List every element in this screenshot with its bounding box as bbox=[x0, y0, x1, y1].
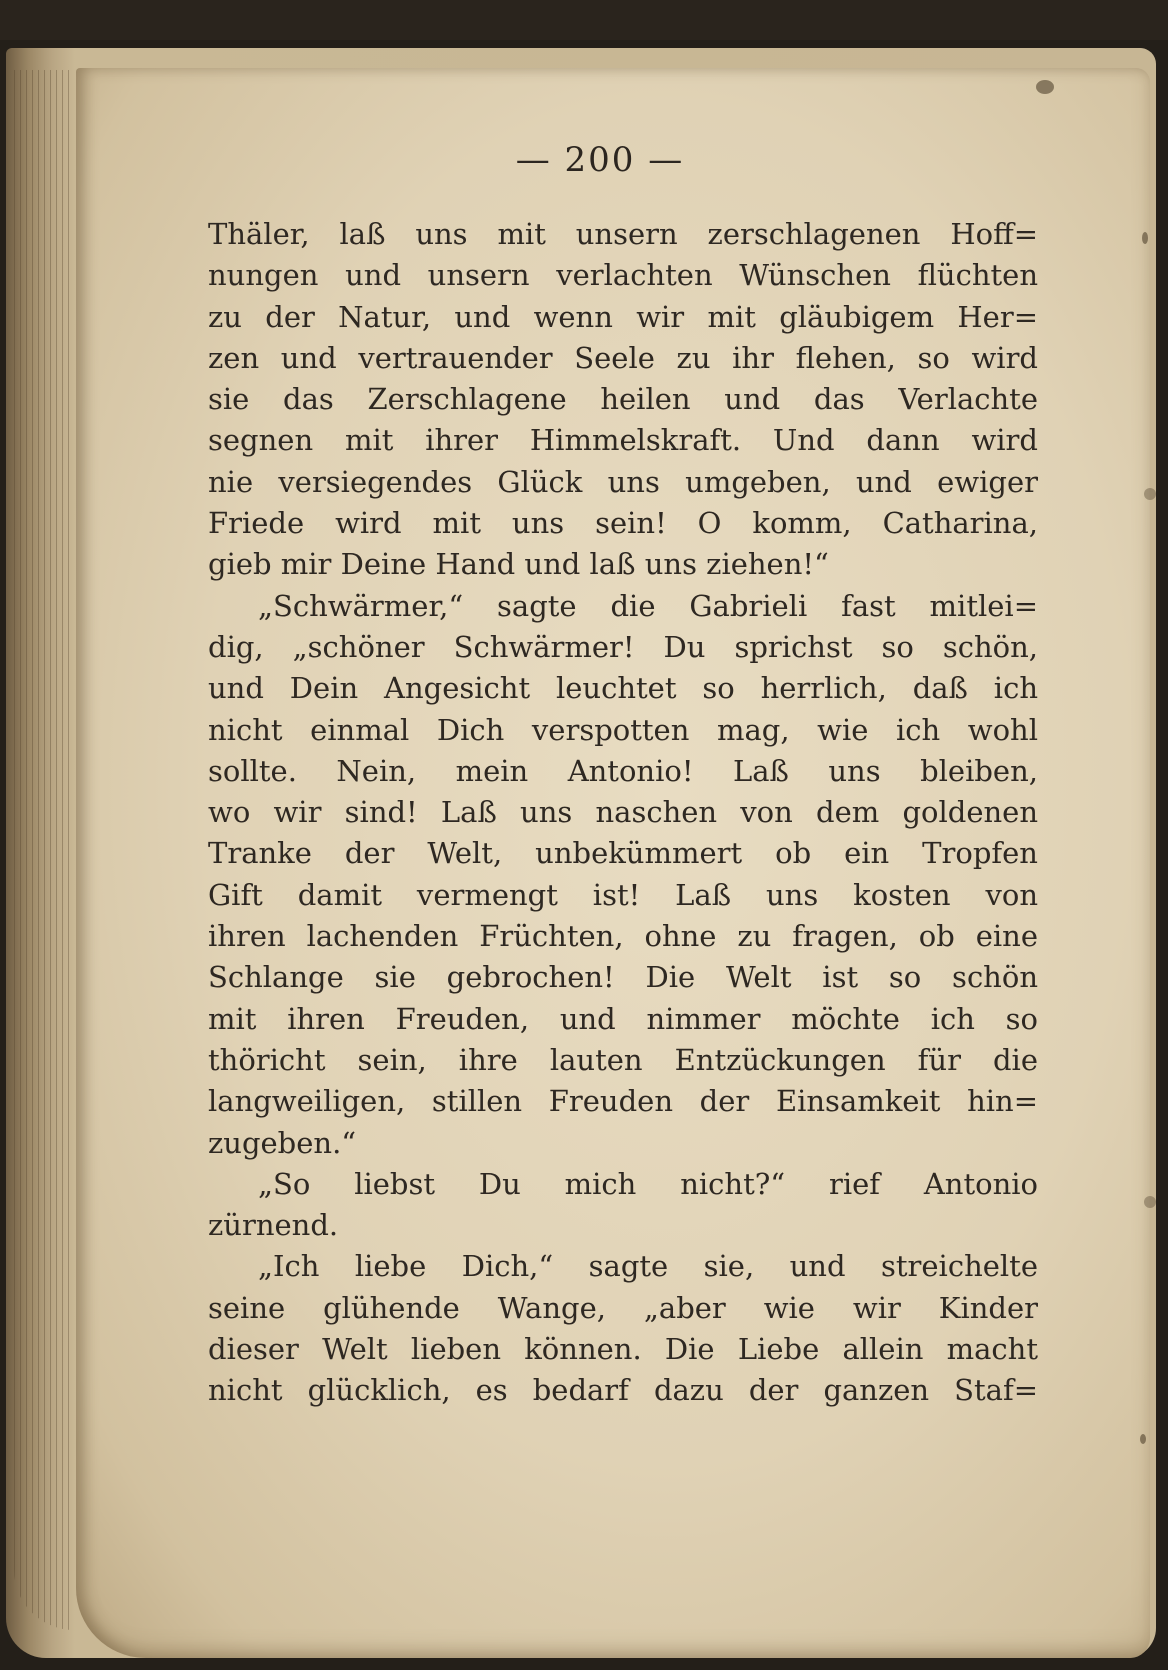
text-line: sie das Zerschlagene heilen und das Verlachte bbox=[208, 382, 1038, 417]
text-line: ihren lachenden Früchten, ohne zu fragen, ob eine bbox=[208, 919, 1038, 954]
text-line: Tranke der Welt, unbekümmert ob ein Tropfen bbox=[208, 836, 1038, 871]
text-line: „Ich liebe Dich,“ sagte sie, und streichelte bbox=[258, 1249, 1038, 1284]
text-line: wo wir sind! Laß uns naschen von dem goldenen bbox=[208, 795, 1038, 830]
text-line: zürnend. bbox=[208, 1208, 339, 1243]
text-line: nie versiegendes Glück uns umgeben, und ewiger bbox=[208, 464, 1038, 499]
text-line: gieb mir Deine Hand und laß uns ziehen!“ bbox=[208, 547, 829, 582]
text-line: langweiligen, stillen Freuden der Einsamkeit hin= bbox=[208, 1084, 1038, 1119]
text-line: dig, „schöner Schwärmer! Du sprichst so schön, bbox=[208, 629, 1038, 664]
text-line: Gift damit vermengt ist! Laß uns kosten von bbox=[208, 877, 1038, 912]
text-line: Schlange sie gebrochen! Die Welt ist so schön bbox=[208, 960, 1038, 995]
text-line: dieser Welt lieben können. Die Liebe allein macht bbox=[208, 1332, 1038, 1367]
page-edges bbox=[14, 70, 74, 1630]
text-line: nungen und unsern verlachten Wünschen flüchten bbox=[208, 258, 1038, 293]
text-line: thöricht sein, ihre lauten Entzückungen für die bbox=[208, 1042, 1038, 1077]
page-number: — 200 — bbox=[515, 140, 685, 180]
text-line: seine glühende Wange, „aber wie wir Kinder bbox=[208, 1290, 1038, 1325]
ink-spot bbox=[1036, 80, 1054, 94]
text-line: „Schwärmer,“ sagte die Gabrieli fast mitlei= bbox=[258, 588, 1038, 623]
ink-spot bbox=[1144, 1196, 1156, 1208]
text-line: Friede wird mit uns sein! O komm, Catharina, bbox=[208, 506, 1038, 541]
text-line: segnen mit ihrer Himmelskraft. Und dann wird bbox=[208, 423, 1038, 458]
text-line: zen und vertrauender Seele zu ihr flehen, so wird bbox=[208, 340, 1038, 375]
text-line: Thäler, laß uns mit unsern zerschlagenen Hoff= bbox=[208, 217, 1038, 251]
text-line: nicht glücklich, es bedarf dazu der ganzen Staf= bbox=[208, 1373, 1038, 1408]
ink-spot bbox=[1140, 1434, 1146, 1444]
text-line: und Dein Angesicht leuchtet so herrlich, daß ich bbox=[208, 671, 1038, 706]
ink-spot bbox=[1142, 232, 1148, 244]
text-line: mit ihren Freuden, und nimmer möchte ich so bbox=[208, 1001, 1038, 1036]
body-text bbox=[208, 214, 1038, 1412]
text-line: nicht einmal Dich verspotten mag, wie ich wohl bbox=[208, 712, 1038, 747]
text-line: „So liebst Du mich nicht?“ rief Antonio bbox=[258, 1166, 1038, 1201]
ink-spot bbox=[1144, 488, 1156, 500]
text-line: zu der Natur, und wenn wir mit gläubigem Her= bbox=[208, 299, 1038, 334]
text-line: sollte. Nein, mein Antonio! Laß uns bleiben, bbox=[208, 753, 1038, 788]
text-line: zugeben.“ bbox=[208, 1125, 357, 1160]
